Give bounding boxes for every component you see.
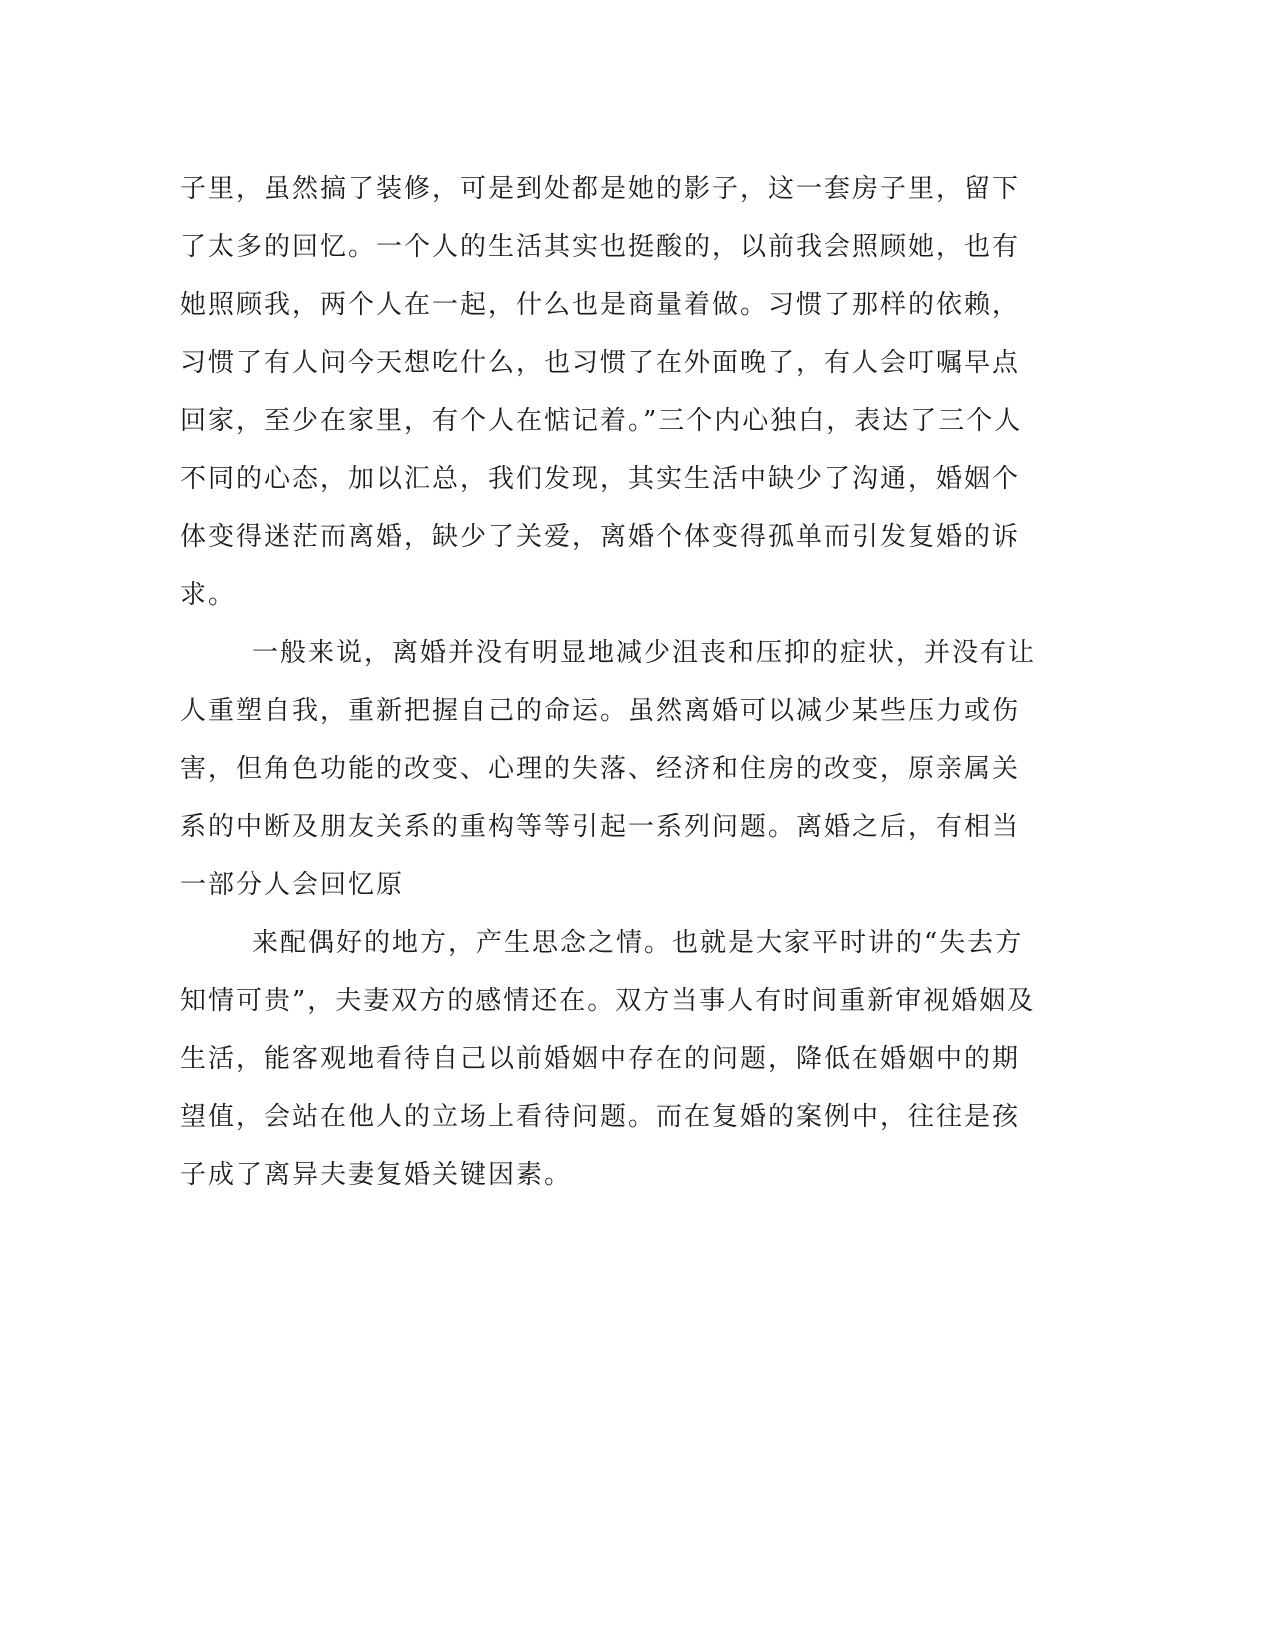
paragraph-2 [180,624,1040,914]
text-line: 回家，至少在家里，有个人在惦记着。”三个内心独白，表达了三个人 [180,406,1023,436]
paragraph-3 [180,914,1040,1204]
text-line: 一般来说，离婚并没有明显地减少沮丧和压抑的症状，并没有让 [252,638,1037,668]
paragraph-1 [180,160,1040,624]
text-line: 了太多的回忆。一个人的生活其实也挺酸的，以前我会照顾她，也有 [180,232,1021,262]
text-line: 系的中断及朋友关系的重构等等引起一系列问题。离婚之后，有相当 [180,812,1021,842]
text-line: 子成了离异夫妻复婚关键因素。 [180,1160,573,1190]
text-line: 来配偶好的地方，产生思念之情。也就是大家平时讲的“失去方 [252,928,1024,958]
text-line: 体变得迷茫而离婚，缺少了关爱，离婚个体变得孤单而引发复婚的诉 [180,522,1021,552]
text-line: 望值，会站在他人的立场上看待问题。而在复婚的案例中，往往是孩 [180,1102,1021,1132]
text-line: 她照顾我，两个人在一起，什么也是商量着做。习惯了那样的依赖， [180,290,1021,320]
text-line: 子里，虽然搞了装修，可是到处都是她的影子，这一套房子里，留下 [180,174,1021,204]
text-line: 知情可贵”，夫妻双方的感情还在。双方当事人有时间重新审视婚姻及 [180,986,1036,1016]
text-line: 人重塑自我，重新把握自己的命运。虽然离婚可以减少某些压力或伤 [180,696,1021,726]
text-line: 一部分人会回忆原 [180,870,405,900]
text-line: 求。 [180,580,237,610]
text-line: 不同的心态，加以汇总，我们发现，其实生活中缺少了沟通，婚姻个 [180,464,1021,494]
body-text [180,160,1040,1204]
text-line: 害，但角色功能的改变、心理的失落、经济和住房的改变，原亲属关 [180,754,1021,784]
text-line: 生活，能客观地看待自己以前婚姻中存在的问题，降低在婚姻中的期 [180,1044,1021,1074]
text-line: 习惯了有人问今天想吃什么，也习惯了在外面晚了，有人会叮嘱早点 [180,348,1021,378]
